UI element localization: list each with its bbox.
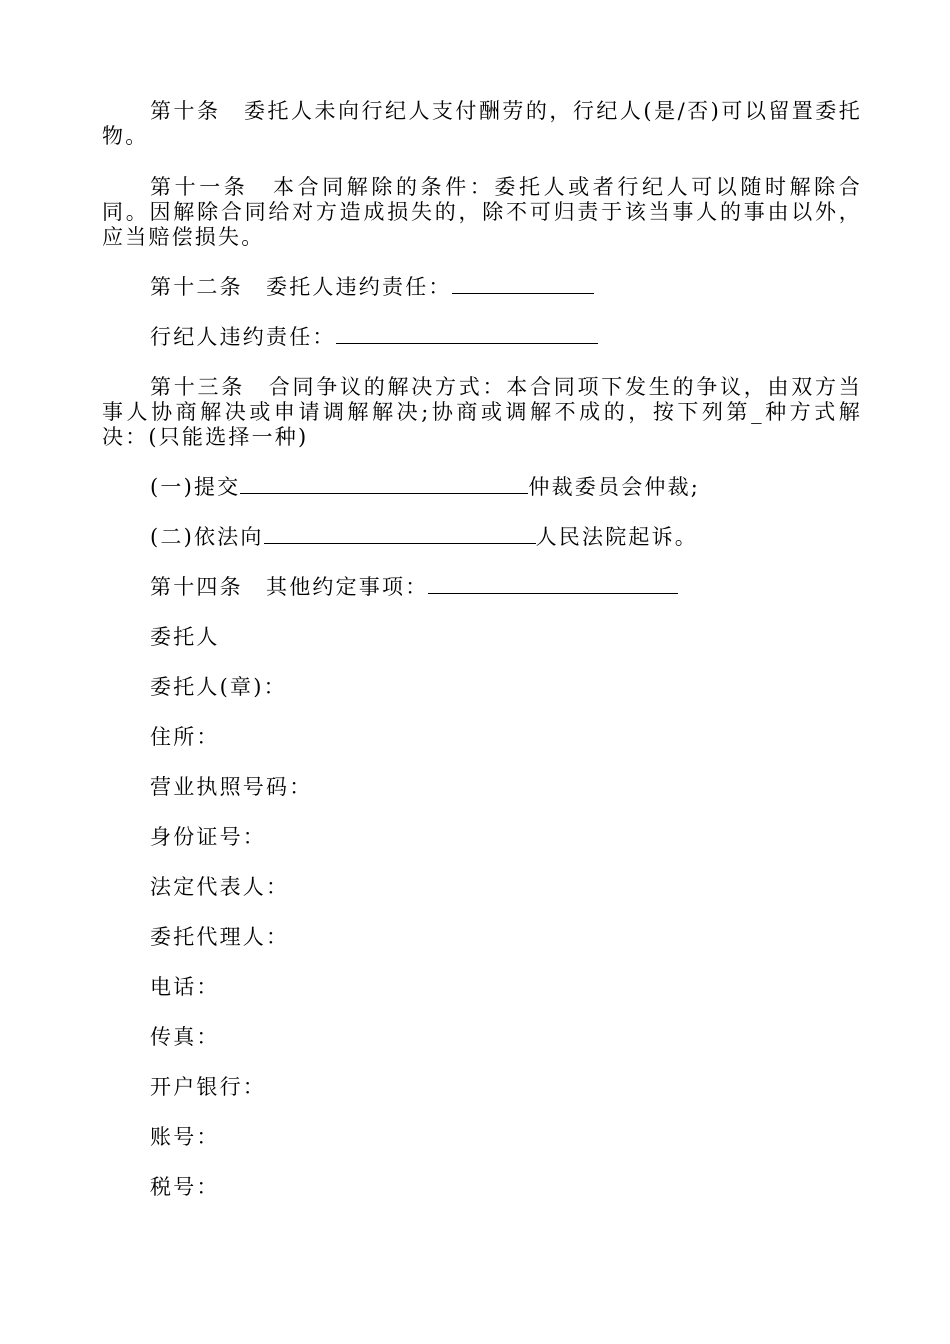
- field-tax-number: 税号：: [150, 1175, 220, 1199]
- field-id-number: 身份证号：: [150, 825, 266, 849]
- article-14-label: 第十四条 其他约定事项：: [150, 575, 429, 599]
- option-1-suffix: 仲裁委员会仲裁;: [528, 475, 701, 499]
- article-12-label: 第十二条 委托人违约责任：: [150, 275, 452, 299]
- fill-blank: [452, 275, 594, 294]
- signature-heading: 委托人: [150, 625, 220, 649]
- article-11: 第十一条 本合同解除的条件：委托人或者行纪人可以随时解除合同。因解除合同给对方造成损失的，除不可归责于该当事人的事由以外，应当赔偿损失。: [102, 175, 862, 249]
- article-12: [150, 275, 910, 300]
- field-bank: 开户银行：: [150, 1075, 266, 1099]
- fill-blank: [336, 325, 598, 344]
- article-10: 第十条 委托人未向行纪人支付酬劳的，行纪人(是/否)可以留置委托物。: [102, 99, 862, 148]
- field-fax: 传真：: [150, 1025, 220, 1049]
- field-account: 账号：: [150, 1125, 220, 1149]
- field-business-license: 营业执照号码：: [150, 775, 313, 799]
- field-legal-representative: 法定代表人：: [150, 875, 290, 899]
- option-2-prefix: (二)依法向: [150, 525, 264, 549]
- fill-blank: [428, 575, 678, 594]
- option-1-prefix: (一)提交: [150, 475, 241, 499]
- field-authorized-agent: 委托代理人：: [150, 925, 290, 949]
- fill-blank: [240, 475, 528, 494]
- agent-liability: [150, 325, 910, 350]
- field-phone: 电话：: [150, 975, 220, 999]
- option-court: [150, 525, 910, 550]
- agent-liability-label: 行纪人违约责任：: [150, 325, 336, 349]
- article-14: [150, 575, 910, 600]
- field-client-seal: 委托人(章)：: [150, 675, 287, 699]
- option-arbitration: [150, 475, 910, 500]
- option-2-suffix: 人民法院起诉。: [535, 525, 698, 549]
- article-13: 第十三条 合同争议的解决方式：本合同项下发生的争议，由双方当事人协商解决或申请调解解决;协商或调解不成的，按下列第_种方式解决：(只能选择一种): [102, 375, 862, 449]
- field-address: 住所：: [150, 725, 220, 749]
- fill-blank: [264, 525, 536, 544]
